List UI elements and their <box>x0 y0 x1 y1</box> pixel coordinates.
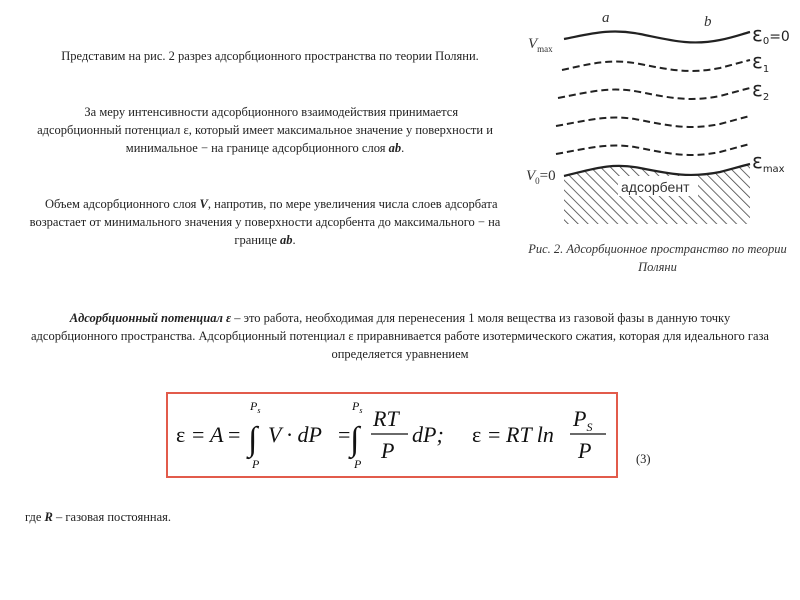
formula-eq-1: = <box>192 422 205 447</box>
formula-box <box>166 392 618 478</box>
potential-paragraph: За меру интенсивности адсорбционного взаимодействия принимается адсорбционный потенциал ε, который имеет максимальное значение у поверхности и минимальное − на границе адсорбционного слоя ab. <box>37 105 493 155</box>
equation-number: (3) <box>636 452 651 466</box>
formula-eq-4: = <box>488 422 501 447</box>
formula-dP: dP; <box>412 422 444 447</box>
formula-svg <box>168 394 616 476</box>
equipotential-curve-2 <box>558 88 750 99</box>
integral-1-upper: $P_s$ <box>250 399 261 415</box>
definition-paragraph: Адсорбционный потенциал ε – это работа, необходимая для перенесения 1 моля вещества из газовой фазы в данную точку адсорбционного пространства. Адсорбционный потенциал ε приравнивается работе изотермического сжатия, которая для идеального газа определяется уравнением <box>31 311 769 361</box>
formula-rhs: RT ln <box>506 422 554 447</box>
equipotential-curve-3 <box>556 116 750 127</box>
figure-caption: Рис. 2. Адсорбционное пространство по теории Поляни <box>528 242 787 274</box>
eps2-label: $\varepsilon_2$ <box>752 77 770 103</box>
formula-eq-2: = <box>228 422 241 447</box>
formula-eps: ε <box>176 422 186 447</box>
eps0-label: ε0=0 <box>752 22 790 47</box>
integrand-1: V · dP <box>268 422 322 447</box>
formula-eps-2: ε <box>472 422 482 447</box>
fraction-2-numerator: $P_S$ <box>573 406 593 434</box>
label-b: b <box>704 14 712 30</box>
integral-2-upper: $P_s$ <box>352 399 363 415</box>
integral-1-lower: P <box>252 457 260 471</box>
intro-paragraph: Представим на рис. 2 разрез адсорбционного пространства по теории Поляни. <box>61 49 479 63</box>
eps1-label: $\varepsilon_1$ <box>752 49 770 75</box>
label-a: a <box>602 10 610 26</box>
polanyi-adsorption-figure <box>520 8 790 228</box>
integral-1: ∫ <box>248 421 258 458</box>
integral-2-lower: P <box>354 457 362 471</box>
fraction-2-denominator: P <box>578 438 592 463</box>
formula-eq-3: = <box>338 422 351 447</box>
epsmax-label: $\varepsilon_{max}$ <box>752 149 785 175</box>
equipotential-curve-4 <box>556 144 750 155</box>
fraction-1-numerator: RT <box>373 406 399 431</box>
v0-label: $V_0=0$ <box>526 168 556 186</box>
formula-A: A <box>210 422 224 447</box>
equipotential-curve-1 <box>562 60 750 71</box>
integral-2: ∫ <box>350 421 360 458</box>
vmax-label: $V_{max}$ <box>528 36 553 54</box>
adsorbent-label: адсорбент <box>621 179 690 195</box>
volume-paragraph: Объем адсорбционного слоя V, напротив, по мере увеличения числа слоев адсорбата возрастает от минимального значения у поверхности адсорбента до максимального − на границе ab. <box>29 197 501 247</box>
fraction-1-denominator: P <box>381 438 395 463</box>
note-paragraph: где R – газовая постоянная. <box>25 510 171 524</box>
boundary-ab-curve <box>564 31 750 42</box>
